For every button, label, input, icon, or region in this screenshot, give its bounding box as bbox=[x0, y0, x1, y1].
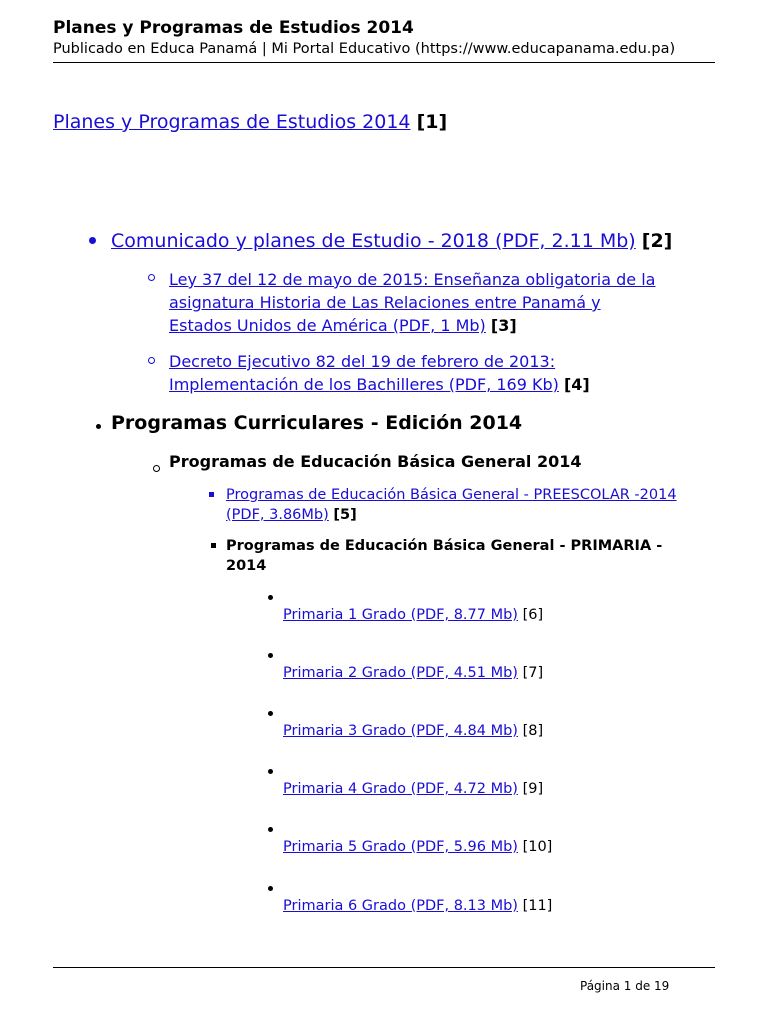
list-item-primaria-2 bbox=[283, 663, 543, 683]
list-item-primaria-6 bbox=[283, 896, 552, 916]
preescolar-link[interactable]: Programas de Educación Básica General - PREESCOLAR -2014 (PDF, 3.86Mb) bbox=[226, 487, 677, 523]
bullet-disc-icon bbox=[89, 237, 96, 244]
reference-marker: [3] bbox=[490, 316, 517, 335]
bullet-square-icon bbox=[211, 543, 216, 548]
comunicado-link[interactable]: Comunicado y planes de Estudio - 2018 (PDF, 2.11 Mb) bbox=[111, 230, 636, 252]
bullet-disc-icon bbox=[268, 711, 273, 716]
reference-marker: [1] bbox=[416, 111, 448, 133]
primaria-2-link[interactable]: Primaria 2 Grado (PDF, 4.51 Mb) bbox=[283, 665, 518, 681]
ley-37-link[interactable]: Ley 37 del 12 de mayo de 2015: Enseñanza obligatoria de la asignatura Historia de Las Relaciones entre Panamá y Estados Unidos de América (PDF, 1 Mb) bbox=[169, 270, 656, 335]
reference-marker: [11] bbox=[522, 898, 553, 914]
decreto-82-link[interactable]: Decreto Ejecutivo 82 del 19 de febrero de 2013: Implementación de los Bachilleres (PDF, 169 Kb) bbox=[169, 352, 559, 394]
page-title-link[interactable]: Planes y Programas de Estudios 2014 bbox=[53, 111, 411, 133]
bullet-disc-icon bbox=[268, 827, 273, 832]
primaria-6-link[interactable]: Primaria 6 Grado (PDF, 8.13 Mb) bbox=[283, 898, 518, 914]
section-heading-basica: Programas de Educación Básica General 2014 bbox=[169, 452, 582, 471]
bullet-disc-icon bbox=[268, 653, 273, 658]
list-item-ley-37 bbox=[169, 268, 655, 337]
primaria-4-link[interactable]: Primaria 4 Grado (PDF, 4.72 Mb) bbox=[283, 781, 518, 797]
bullet-circle-icon bbox=[148, 274, 155, 281]
reference-marker: [10] bbox=[522, 839, 553, 855]
primaria-3-link[interactable]: Primaria 3 Grado (PDF, 4.84 Mb) bbox=[283, 723, 518, 739]
reference-marker: [4] bbox=[563, 375, 590, 394]
list-item-comunicado bbox=[111, 228, 672, 254]
list-item-primaria-1 bbox=[283, 605, 543, 625]
section-heading-primaria: Programas de Educación Básica General - PRIMARIA - 2014 bbox=[226, 538, 663, 574]
primaria-5-link[interactable]: Primaria 5 Grado (PDF, 5.96 Mb) bbox=[283, 839, 518, 855]
reference-marker: [6] bbox=[522, 607, 544, 623]
list-item-preescolar bbox=[226, 485, 677, 525]
reference-marker: [5] bbox=[333, 507, 357, 523]
primaria-1-link[interactable]: Primaria 1 Grado (PDF, 8.77 Mb) bbox=[283, 607, 518, 623]
reference-marker: [8] bbox=[522, 723, 544, 739]
bullet-disc-icon bbox=[268, 886, 273, 891]
list-item-primaria-3 bbox=[283, 721, 543, 741]
document-source: Publicado en Educa Panamá | Mi Portal Educativo (https://www.educapanama.edu.pa) bbox=[53, 41, 676, 57]
reference-marker: [7] bbox=[522, 665, 544, 681]
bullet-disc-icon bbox=[96, 424, 101, 429]
reference-marker: [2] bbox=[641, 230, 673, 252]
bullet-square-icon bbox=[209, 492, 214, 497]
bullet-disc-icon bbox=[268, 769, 273, 774]
bullet-circle-icon bbox=[148, 357, 155, 364]
list-item-primaria-4 bbox=[283, 779, 543, 799]
document-title: Planes y Programas de Estudios 2014 bbox=[53, 18, 414, 38]
reference-marker: [9] bbox=[522, 781, 544, 797]
list-item-decreto-82 bbox=[169, 350, 590, 396]
footer-divider bbox=[53, 967, 715, 968]
page-title bbox=[53, 109, 447, 135]
list-item-primaria-5 bbox=[283, 837, 552, 857]
page-number: Página 1 de 19 bbox=[580, 979, 670, 993]
section-heading-programas: Programas Curriculares - Edición 2014 bbox=[111, 412, 523, 434]
header-divider bbox=[53, 62, 715, 63]
document-header bbox=[53, 17, 715, 59]
bullet-disc-icon bbox=[268, 595, 273, 600]
bullet-circle-icon bbox=[153, 465, 160, 472]
